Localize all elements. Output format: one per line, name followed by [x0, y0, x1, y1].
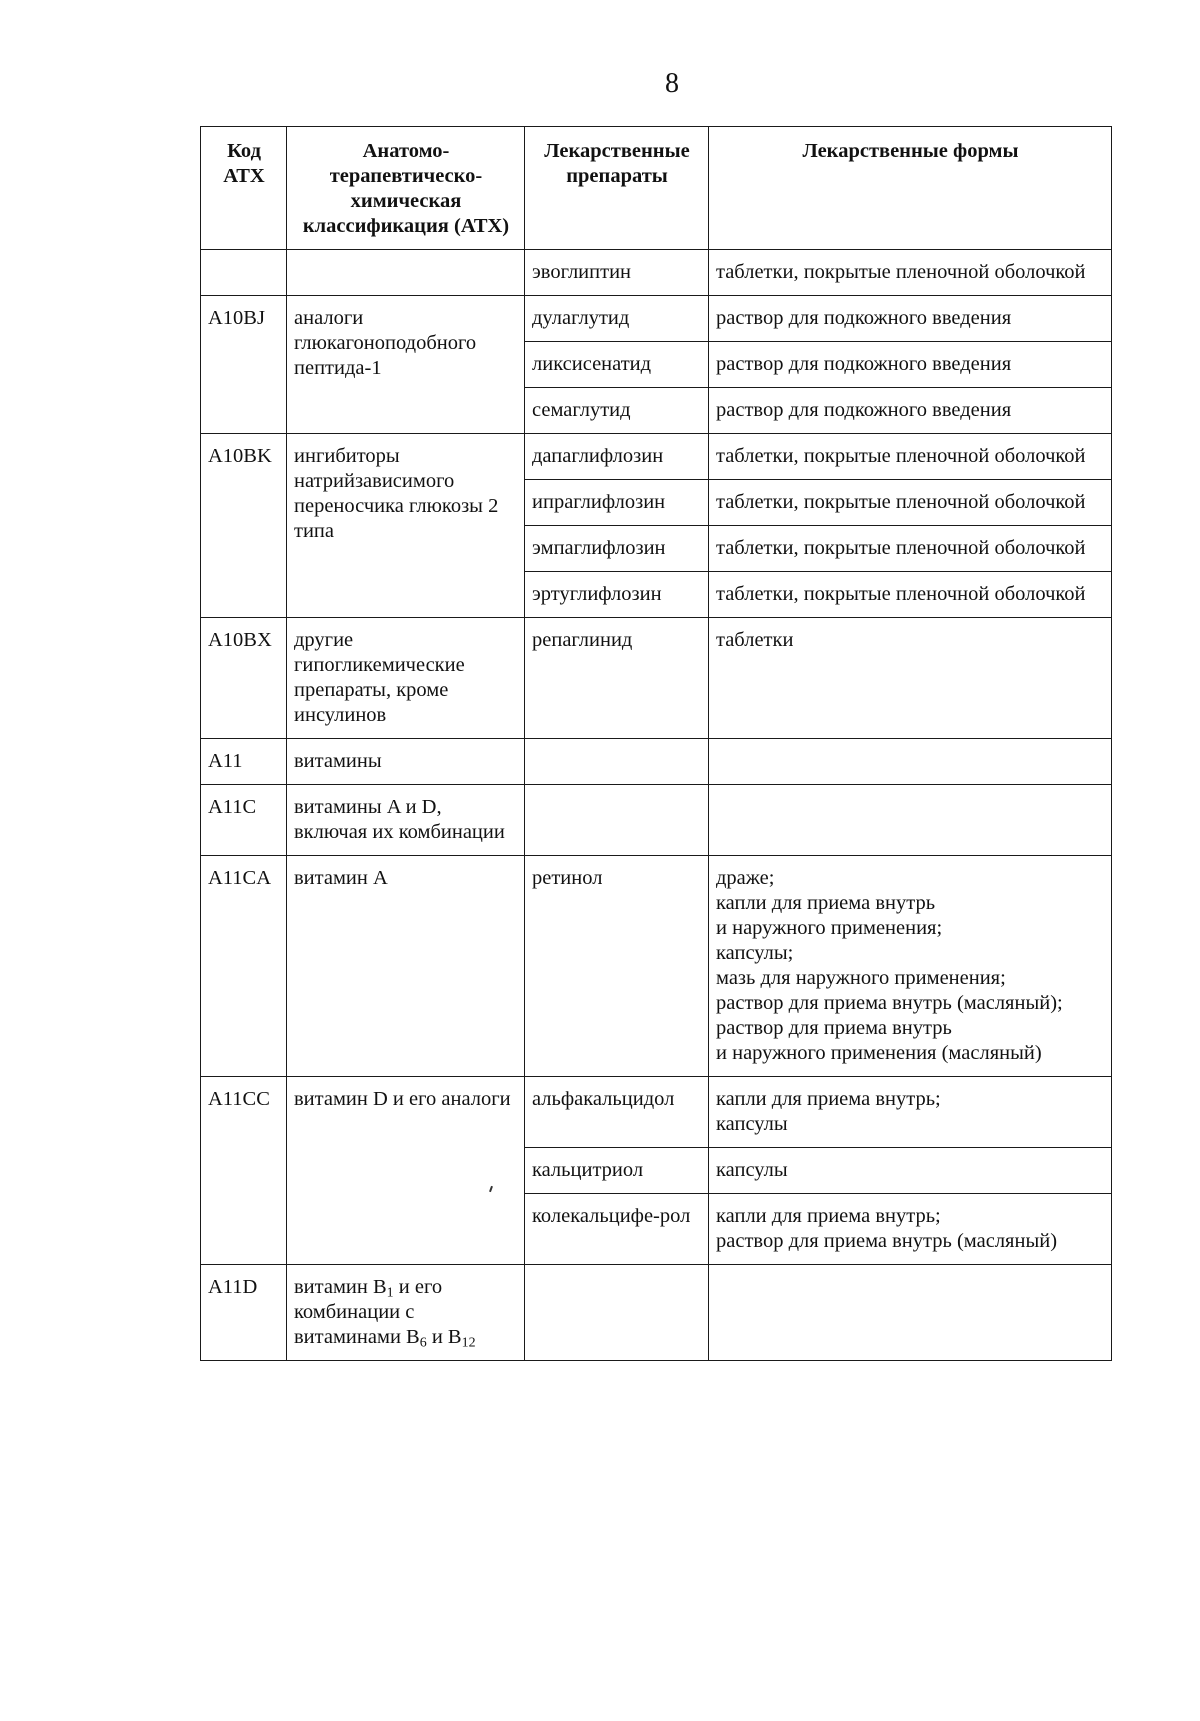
page-number: 8	[665, 68, 679, 99]
table-row	[201, 434, 1112, 480]
cell-form: таблетки, покрытые пленочной оболочкой	[709, 526, 1112, 572]
table-row	[201, 618, 1112, 739]
cell-classification	[287, 250, 525, 296]
cell-classification: витамины A и D, включая их комбинации	[287, 785, 525, 856]
cell-form: таблетки, покрытые пленочной оболочкой	[709, 572, 1112, 618]
cell-form	[709, 1077, 1112, 1148]
table-row	[201, 1265, 1112, 1361]
form-line: мазь для наружного применения;	[716, 967, 1006, 989]
cell-drug	[525, 1265, 709, 1361]
cell-drug	[525, 739, 709, 785]
table-row	[201, 1077, 1112, 1148]
classification-text: и его комбинации с витаминами B	[294, 1276, 443, 1348]
table-header-row	[201, 127, 1112, 250]
cell-drug: эмпаглифлозин	[525, 526, 709, 572]
form-line: и наружного применения (масляный)	[716, 1042, 1042, 1064]
cell-form	[709, 1265, 1112, 1361]
table-row	[201, 785, 1112, 856]
cell-code: A10BJ	[201, 296, 287, 434]
form-line: капли для приема внутрь	[716, 892, 936, 914]
form-line: капсулы	[716, 1113, 788, 1135]
subscript: 12	[461, 1335, 476, 1351]
header-forms: Лекарственные формы	[709, 127, 1112, 250]
table-row	[201, 296, 1112, 342]
cell-form	[709, 856, 1112, 1077]
cell-classification: витамины	[287, 739, 525, 785]
cell-drug: колекальцифе-рол	[525, 1194, 709, 1265]
form-line: драже;	[716, 867, 775, 889]
cell-drug: дапаглифлозин	[525, 434, 709, 480]
form-line: раствор для приема внутрь	[716, 1017, 952, 1039]
cell-drug	[525, 785, 709, 856]
cell-code: A11	[201, 739, 287, 785]
cell-code: A11CA	[201, 856, 287, 1077]
form-line: раствор для приема внутрь (масляный)	[716, 1230, 1058, 1252]
cell-code: A11CC	[201, 1077, 287, 1265]
cell-form: капсулы	[709, 1148, 1112, 1194]
cell-form: раствор для подкожного введения	[709, 388, 1112, 434]
cell-classification	[287, 1265, 525, 1361]
cell-code: A11C	[201, 785, 287, 856]
classification-text: витамин B	[294, 1276, 387, 1298]
cell-classification: аналоги глюкагоноподобного пептида-1	[287, 296, 525, 434]
cell-drug: эртуглифлозин	[525, 572, 709, 618]
form-line: раствор для приема внутрь (масляный);	[716, 992, 1063, 1014]
form-line: капли для приема внутрь;	[716, 1088, 941, 1110]
cell-code: A11D	[201, 1265, 287, 1361]
cell-code: A10BX	[201, 618, 287, 739]
cell-drug: альфакальцидол	[525, 1077, 709, 1148]
header-code: Код АТХ	[201, 127, 287, 250]
form-line: капсулы;	[716, 942, 794, 964]
form-line: и наружного применения;	[716, 917, 943, 939]
cell-form	[709, 739, 1112, 785]
cell-classification: витамин A	[287, 856, 525, 1077]
cell-form: таблетки, покрытые пленочной оболочкой	[709, 480, 1112, 526]
cell-drug: эвоглиптин	[525, 250, 709, 296]
cell-form: таблетки	[709, 618, 1112, 739]
cell-classification: витамин D и его аналоги	[287, 1077, 525, 1265]
table-row	[201, 739, 1112, 785]
subscript: 1	[386, 1285, 394, 1301]
cell-form: раствор для подкожного введения	[709, 296, 1112, 342]
cell-form	[709, 785, 1112, 856]
cell-drug: ипраглифлозин	[525, 480, 709, 526]
cell-code	[201, 250, 287, 296]
header-drugs: Лекарственные препараты	[525, 127, 709, 250]
cell-drug: ретинол	[525, 856, 709, 1077]
classification-text: и B	[426, 1326, 462, 1348]
form-line: капли для приема внутрь;	[716, 1205, 941, 1227]
table-row	[201, 250, 1112, 296]
cell-drug: дулаглутид	[525, 296, 709, 342]
cell-drug: репаглинид	[525, 618, 709, 739]
header-classification: Анатомо-терапевтическо-химическая классификация (АТХ)	[287, 127, 525, 250]
cell-form: таблетки, покрытые пленочной оболочкой	[709, 434, 1112, 480]
cell-code: A10BK	[201, 434, 287, 618]
cell-classification: другие гипогликемические препараты, кроме инсулинов	[287, 618, 525, 739]
atc-drug-table	[200, 126, 1112, 1361]
cell-form: раствор для подкожного введения	[709, 342, 1112, 388]
cell-form: таблетки, покрытые пленочной оболочкой	[709, 250, 1112, 296]
cell-drug: кальцитриол	[525, 1148, 709, 1194]
subscript: 6	[419, 1335, 427, 1351]
cell-form	[709, 1194, 1112, 1265]
table-row	[201, 856, 1112, 1077]
cell-drug: ликсисенатид	[525, 342, 709, 388]
cell-drug: семаглутид	[525, 388, 709, 434]
cell-classification: ингибиторы натрийзависимого переносчика глюкозы 2 типа	[287, 434, 525, 618]
